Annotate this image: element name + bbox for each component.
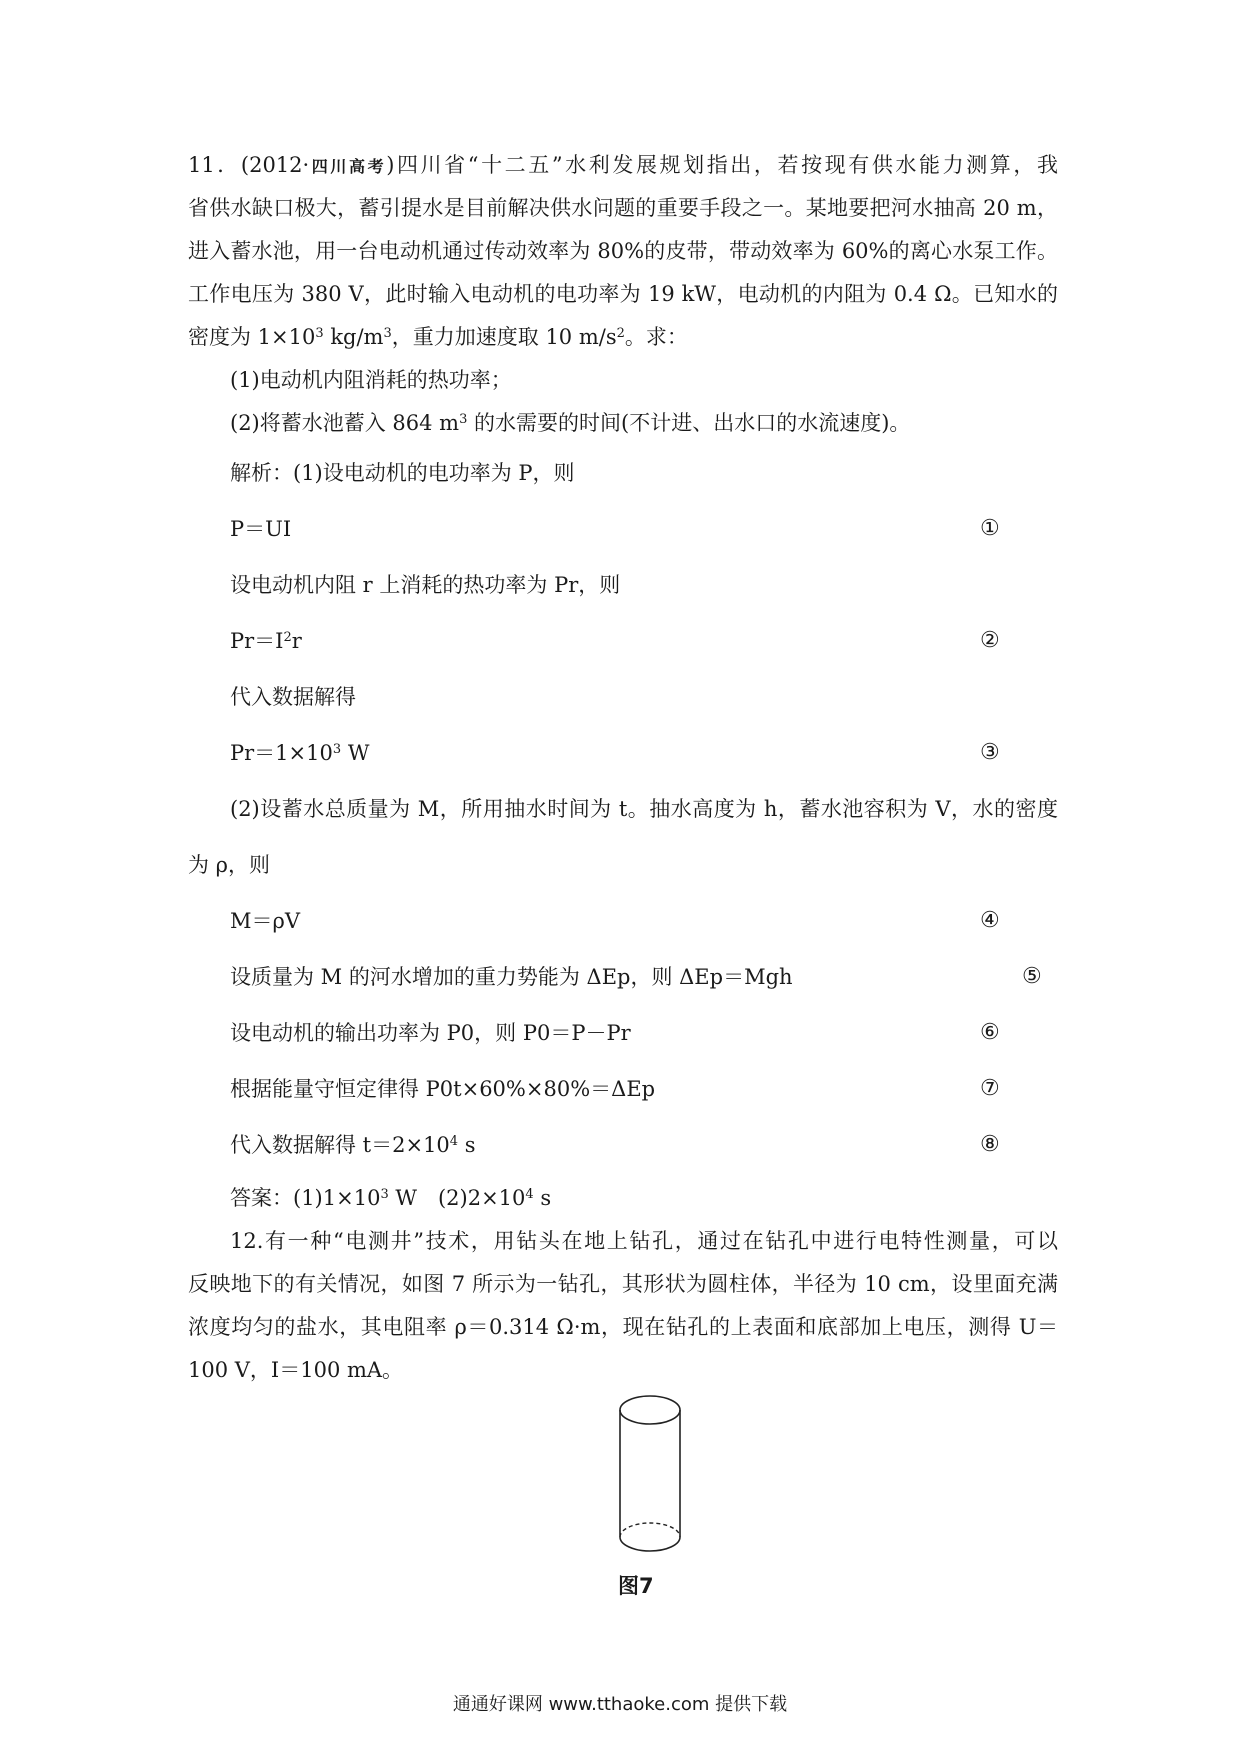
q11-sub-question-1: (1)电动机内阻消耗的热功率； (230, 368, 512, 392)
equation-number-7: ⑦ (980, 1076, 1000, 1101)
source-label: 四川高考 (309, 157, 387, 176)
equation-7: 根据能量守恒定律得 P0t×60%×80%＝ΔEp (230, 1077, 656, 1101)
equation-2: $Pr=I^2r$ (230, 629, 302, 653)
q12-line-4: 100 V，I＝100 mA。 (188, 1358, 404, 1382)
cylinder-bottom-front-arc (620, 1537, 680, 1551)
equation-number-5: ⑤ (1022, 964, 1042, 989)
equation-5: 设质量为 M 的河水增加的重力势能为 ΔEp，则 ΔEp＝Mgh (230, 965, 793, 989)
answer: 答案：$(1)1\times 10^3$ W $(2)2\times 10^4$ s (230, 1186, 552, 1210)
equation-number-8: ⑧ (980, 1132, 1000, 1157)
q11-sub-question-2: (2)将蓄水池蓄入 864 $m^3$ 的水需要的时间(不计进、出水口的水流速度)。 (230, 411, 911, 435)
equation-number-4: ④ (980, 908, 1000, 933)
equation-3: $Pr=1\times 10^3$ W (230, 741, 370, 765)
equation-8: 代入数据解得 $t=2\times 10^4$ s (230, 1133, 476, 1157)
equation-number-6: ⑥ (980, 1020, 1000, 1045)
cylinder-top-ellipse (620, 1396, 680, 1424)
q12-line-3: 浓度均匀的盐水，其电阻率 ρ＝0.314 Ω·m，现在钻孔的上表面和底部加上电压，测得 U＝ (188, 1315, 1058, 1339)
solution-text-4: (2)设蓄水总质量为 M，所用抽水时间为 t。抽水高度为 h，蓄水池容积为 V，水的密度 (230, 797, 1058, 821)
figure-caption: 图7 (618, 1574, 654, 1598)
q12-line-2: 反映地下的有关情况，如图 7 所示为一钻孔，其形状为圆柱体，半径为 10 cm，设里面充满 (188, 1272, 1058, 1296)
q11-line-2: 省供水缺口极大，蓄引提水是目前解决供水问题的重要手段之一。某地要把河水抽高 20 m， (188, 196, 1058, 220)
footer-watermark: 通通好课网 www.tthaoke.com 提供下载 (452, 1694, 788, 1715)
equation-number-2: ② (980, 628, 1000, 653)
equation-4: M＝ρV (230, 909, 301, 933)
solution-text-3: 代入数据解得 (230, 685, 356, 709)
equation-1: P＝UI (230, 517, 292, 541)
solution-intro: 解析：(1)设电动机的电功率为 P，则 (230, 461, 575, 485)
q11-line-3: 进入蓄水池，用一台电动机通过传动效率为 80%的皮带，带动效率为 60%的离心水泵工作。 (188, 239, 1058, 263)
solution-text-4b: 为 ρ，则 (188, 853, 271, 877)
q11-line-1: 11．(2012·四川高考)四川省“十二五”水利发展规划指出，若按现有供水能力测算，我 (188, 153, 1058, 177)
cylinder-bottom-hidden-arc (620, 1523, 680, 1537)
q11-line-5: 密度为 $1\times 10^3$ $kg/m^3$，重力加速度取 10 $m/s^2$。求： (188, 325, 688, 349)
q12-line-1: 12.有一种“电测井”技术，用钻头在地上钻孔，通过在钻孔中进行电特性测量，可以 (230, 1229, 1058, 1253)
equation-6: 设电动机的输出功率为 P0，则 P0＝P－Pr (230, 1021, 631, 1045)
q11-line-4: 工作电压为 380 V，此时输入电动机的电功率为 19 kW，电动机的内阻为 0.4 Ω。已知水的 (188, 282, 1058, 306)
equation-number-3: ③ (980, 740, 1000, 765)
solution-text-2: 设电动机内阻 r 上消耗的热功率为 Pr，则 (230, 573, 621, 597)
cylinder-figure (600, 1385, 700, 1565)
equation-number-1: ① (980, 516, 1000, 541)
